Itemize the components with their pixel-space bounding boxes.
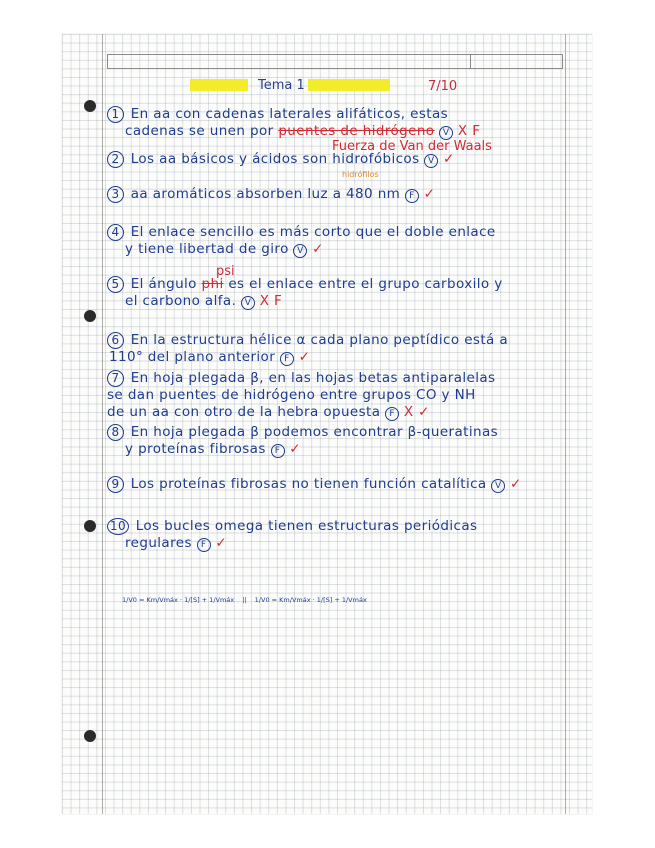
correction: hidrófilos (342, 170, 379, 179)
verdict: X F (457, 123, 481, 139)
title-highlight-left (190, 79, 248, 91)
grade-score: 7/10 (428, 79, 458, 94)
question-6 (107, 332, 508, 366)
question-text: aa aromáticos absorben luz a 480 nm (130, 186, 401, 202)
question-number: 5 (107, 276, 124, 293)
question-text: En hoja plegada β, en las hojas betas antiparalelas (130, 370, 496, 386)
title-highlight-right (308, 79, 390, 91)
correction: Fuerza de Van der Waals (332, 139, 492, 154)
formula-part: 1/V0 = Km/Vmáx · 1/[S] + 1/Vmáx (122, 596, 235, 604)
formula-part: 1/V0 = Km/Vmáx · 1/[S] + 1/Vmáx (254, 596, 367, 604)
struck-answer: puentes de hidrógeno (278, 123, 435, 139)
question-4 (107, 224, 496, 258)
question-number: 6 (107, 332, 124, 349)
question-5 (107, 276, 503, 310)
question-text: regulares (125, 535, 192, 551)
question-text: cadenas se unen por (125, 123, 274, 139)
question-1 (107, 106, 480, 140)
verdict: ✓ (510, 476, 522, 492)
question-number: 1 (107, 106, 124, 123)
question-text: Los proteínas fibrosas no tienen función catalítica (130, 476, 487, 492)
question-text: es el enlace entre el grupo carboxilo y (228, 276, 503, 292)
verdict: ✓ (442, 151, 455, 167)
answer-mark: V (439, 126, 453, 140)
question-text: 110° del plano anterior (109, 349, 276, 365)
question-number: 10 (107, 518, 129, 535)
question-text: que el doble enlace (355, 224, 496, 240)
verdict: ✓ (289, 441, 301, 457)
right-margin-line (565, 34, 566, 814)
binder-hole (84, 520, 96, 532)
left-margin-line (102, 34, 103, 814)
question-text: Los bucles omega tienen estructuras periódicas (135, 518, 478, 534)
question-text: el carbono alfa. (125, 293, 237, 309)
question-number: 3 (107, 186, 124, 203)
question-text: En aa con cadenas laterales alifáticos, estas (130, 106, 449, 122)
question-number: 7 (107, 370, 124, 387)
answer-mark: F (271, 444, 285, 458)
verdict: ✓ (215, 535, 228, 551)
struck-answer: phi (201, 276, 224, 292)
binder-hole (84, 730, 96, 742)
question-text: corto (314, 224, 351, 240)
answer-mark: V (491, 479, 505, 493)
answer-mark: F (280, 352, 294, 366)
question-text: Los aa básicos y ácidos son (130, 151, 328, 167)
question-9 (107, 476, 522, 493)
verdict: X F (259, 293, 283, 309)
question-text: hidrofóbicos (332, 151, 420, 167)
answer-mark: V (241, 296, 255, 310)
answer-mark: F (197, 538, 211, 552)
formula-separator: || (242, 596, 247, 604)
question-7 (107, 370, 496, 421)
answer-mark: V (293, 244, 307, 258)
answer-mark: F (405, 189, 419, 203)
question-2 (107, 151, 455, 168)
page-title: Tema 1 (258, 78, 305, 93)
lineweaver-burk-formula (122, 596, 373, 604)
question-number: 2 (107, 151, 124, 168)
question-8 (107, 424, 498, 458)
question-text: y tiene libertad de giro (125, 241, 289, 257)
question-number: 8 (107, 424, 124, 441)
verdict: ✓ (312, 241, 324, 257)
question-text: de un aa con otro de la hebra opuesta (107, 404, 381, 420)
question-text: se dan puentes de hidrógeno entre grupos CO y NH (107, 387, 476, 403)
correction: psi (216, 264, 235, 279)
binder-hole (84, 100, 96, 112)
question-text: En la estructura hélice α cada plano peptídico está a (130, 332, 509, 348)
question-text: El enlace sencillo es más (130, 224, 310, 240)
question-10 (107, 518, 477, 552)
answer-mark: V (424, 154, 438, 168)
question-number: 9 (107, 476, 124, 493)
question-text: y proteínas fibrosas (125, 441, 266, 457)
answer-mark: F (385, 407, 399, 421)
header-box (107, 54, 563, 69)
question-number: 4 (107, 224, 124, 241)
verdict: ✓ (298, 349, 311, 365)
verdict: X ✓ (403, 404, 430, 420)
binder-hole (84, 310, 96, 322)
question-text: El ángulo (130, 276, 197, 292)
question-3 (107, 186, 435, 203)
verdict: ✓ (423, 186, 436, 202)
header-divider (470, 55, 471, 68)
question-text: En hoja plegada β podemos encontrar β-queratinas (130, 424, 499, 440)
notebook-page (62, 34, 592, 814)
